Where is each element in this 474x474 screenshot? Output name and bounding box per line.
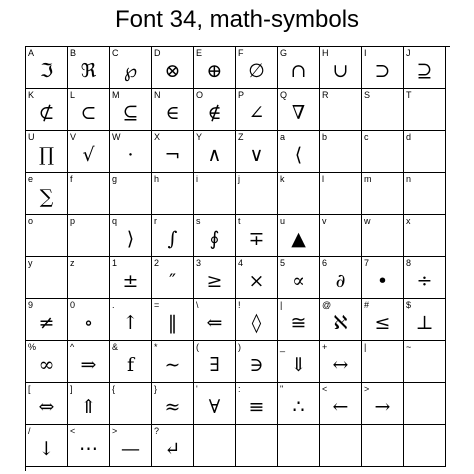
key-label: ~ (406, 342, 412, 352)
key-label: v (322, 216, 327, 226)
key-label: 3 (196, 258, 202, 268)
math-symbol-glyph: ⇐ (206, 312, 223, 334)
math-symbol-glyph: ∑ (39, 186, 54, 208)
glyph-cell (320, 173, 362, 215)
glyph-cell (110, 299, 152, 341)
key-label: P (238, 90, 245, 100)
math-symbol-glyph: ∩ (290, 60, 307, 82)
glyph-cell (362, 173, 404, 215)
math-symbol-glyph: × (248, 270, 265, 292)
key-label: 9 (28, 300, 34, 310)
key-label: u (280, 216, 286, 226)
glyph-cell (152, 257, 194, 299)
math-symbol-glyph: ⊆ (122, 102, 139, 124)
key-label: a (280, 132, 286, 142)
math-symbol-glyph: ⊃ (374, 60, 391, 82)
key-label: [ (28, 384, 31, 394)
key-label: Z (238, 132, 244, 142)
key-label: . (112, 300, 115, 310)
glyph-cell (68, 425, 110, 467)
glyph-cell (110, 425, 152, 467)
key-label: d (406, 132, 412, 142)
key-label: : (238, 384, 241, 394)
math-symbol-glyph: ∉ (207, 102, 222, 124)
glyph-cell (278, 215, 320, 257)
math-symbol-glyph: ∠ (248, 102, 265, 124)
key-label: < (322, 384, 328, 394)
glyph-cell (320, 257, 362, 299)
key-label: H (322, 48, 329, 58)
math-symbol-glyph: ∘ (83, 312, 94, 334)
glyph-cell (110, 341, 152, 383)
glyph-cell (110, 131, 152, 173)
key-label: M (112, 90, 120, 100)
key-label: r (154, 216, 157, 226)
glyph-cell (236, 47, 278, 89)
key-label: D (154, 48, 161, 58)
glyph-cell (152, 131, 194, 173)
glyph-cell (278, 383, 320, 425)
glyph-cell (194, 215, 236, 257)
key-label: z (70, 258, 75, 268)
key-label: ? (154, 426, 160, 436)
glyph-cell (404, 299, 446, 341)
glyph-cell (236, 173, 278, 215)
math-symbol-glyph: ∂ (335, 270, 346, 292)
glyph-cell (404, 257, 446, 299)
key-label: i (196, 174, 198, 184)
math-symbol-glyph: ↑ (122, 312, 139, 334)
math-symbol-glyph: ∏ (38, 144, 55, 166)
math-symbol-glyph: ∼ (164, 354, 181, 376)
math-symbol-glyph: ⊥ (415, 312, 434, 334)
key-label: B (70, 48, 77, 58)
math-symbol-glyph: ∝ (292, 270, 305, 292)
glyph-cell (110, 215, 152, 257)
key-label: | (364, 342, 367, 352)
math-symbol-glyph: ∧ (207, 144, 222, 166)
math-symbol-glyph: ⇒ (80, 354, 97, 376)
glyph-cell (362, 257, 404, 299)
math-symbol-glyph: ∅ (248, 60, 265, 82)
key-label: 8 (406, 258, 412, 268)
key-label: h (154, 174, 160, 184)
glyph-cell (152, 299, 194, 341)
glyph-cell (404, 173, 446, 215)
key-label: " (280, 384, 284, 394)
glyph-cell (194, 257, 236, 299)
glyph-cell (194, 425, 236, 467)
glyph-cell (236, 215, 278, 257)
math-symbol-glyph: ∴ (292, 396, 305, 418)
key-label: } (154, 384, 158, 394)
key-label: % (28, 342, 37, 352)
key-label: o (28, 216, 34, 226)
math-symbol-glyph: ⋅ (127, 144, 134, 166)
math-symbol-glyph: ± (122, 270, 139, 292)
key-label: w (364, 216, 371, 226)
math-symbol-glyph: ↔ (332, 354, 349, 376)
glyph-cell (278, 131, 320, 173)
glyph-cell (236, 341, 278, 383)
key-label: V (70, 132, 77, 142)
glyph-cell (362, 425, 404, 467)
math-symbol-glyph: ⊄ (38, 102, 55, 124)
key-label: { (112, 384, 116, 394)
glyph-cell (152, 215, 194, 257)
key-label: n (406, 174, 412, 184)
key-label: 5 (280, 258, 286, 268)
key-label: J (406, 48, 411, 58)
glyph-cell (68, 299, 110, 341)
key-label: X (154, 132, 161, 142)
glyph-cell (236, 131, 278, 173)
symbol-grid (25, 46, 450, 471)
math-symbol-glyph: f (126, 354, 135, 376)
glyph-cell (68, 215, 110, 257)
glyph-cell (278, 257, 320, 299)
math-symbol-glyph: → (374, 396, 391, 418)
glyph-cell (320, 89, 362, 131)
glyph-cell (320, 47, 362, 89)
glyph-cell (320, 215, 362, 257)
math-symbol-glyph: ℘ (123, 60, 138, 82)
glyph-cell (404, 383, 446, 425)
math-symbol-glyph: ⟨ (294, 144, 303, 166)
key-label: k (280, 174, 285, 184)
math-symbol-glyph: ∋ (249, 354, 264, 376)
glyph-cell (404, 131, 446, 173)
glyph-cell (236, 425, 278, 467)
math-symbol-glyph: ← (332, 396, 349, 418)
key-label: ( (196, 342, 199, 352)
glyph-cell (26, 299, 68, 341)
key-label: ' (196, 384, 198, 394)
glyph-cell (68, 131, 110, 173)
key-label: p (70, 216, 76, 226)
key-label: Y (196, 132, 203, 142)
key-label: + (322, 342, 328, 352)
math-symbol-glyph: ∞ (38, 354, 55, 376)
key-label: b (322, 132, 328, 142)
key-label: c (364, 132, 369, 142)
key-label: y (28, 258, 33, 268)
glyph-cell (152, 383, 194, 425)
glyph-cell (362, 215, 404, 257)
glyph-cell (404, 47, 446, 89)
key-label: F (238, 48, 244, 58)
glyph-cell (278, 341, 320, 383)
glyph-cell (362, 341, 404, 383)
key-label: S (364, 90, 371, 100)
math-symbol-glyph: ⊕ (206, 60, 223, 82)
key-label: _ (280, 342, 286, 352)
math-symbol-glyph: ≤ (374, 312, 391, 334)
math-symbol-glyph: ℜ (80, 60, 97, 82)
key-label: O (196, 90, 204, 100)
glyph-cell (278, 47, 320, 89)
key-label: C (112, 48, 119, 58)
math-symbol-glyph: ÷ (416, 270, 433, 292)
key-label: Q (280, 90, 288, 100)
math-symbol-glyph: ⟩ (126, 228, 135, 250)
key-label: / (28, 426, 31, 436)
glyph-cell (152, 173, 194, 215)
glyph-cell (68, 47, 110, 89)
key-label: & (112, 342, 119, 352)
key-label: N (154, 90, 161, 100)
glyph-cell (194, 299, 236, 341)
key-label: ! (238, 300, 241, 310)
key-label: U (28, 132, 35, 142)
glyph-cell (194, 47, 236, 89)
glyph-cell (110, 173, 152, 215)
math-symbol-glyph: ⋯ (79, 438, 98, 460)
math-symbol-glyph: ↓ (38, 438, 55, 460)
math-symbol-glyph: ▲ (291, 228, 306, 250)
key-label: e (28, 174, 34, 184)
key-label: 0 (70, 300, 76, 310)
glyph-cell (320, 425, 362, 467)
math-symbol-glyph: ⊂ (80, 102, 97, 124)
glyph-cell (194, 131, 236, 173)
glyph-cell (320, 131, 362, 173)
math-symbol-glyph: ∃ (209, 354, 220, 376)
math-symbol-glyph: ⊇ (416, 60, 433, 82)
key-label: g (112, 174, 118, 184)
glyph-cell (236, 257, 278, 299)
key-label: ) (238, 342, 241, 352)
glyph-cell (110, 47, 152, 89)
glyph-cell (404, 341, 446, 383)
key-label: 1 (112, 258, 118, 268)
math-symbol-glyph: ℑ (39, 60, 54, 82)
glyph-cell (194, 383, 236, 425)
glyph-cell (362, 299, 404, 341)
glyph-cell (152, 425, 194, 467)
glyph-cell (320, 383, 362, 425)
glyph-cell (68, 383, 110, 425)
key-label: I (364, 48, 367, 58)
key-label: = (154, 300, 160, 310)
glyph-cell (194, 341, 236, 383)
glyph-cell (320, 299, 362, 341)
math-symbol-glyph: ≈ (164, 396, 181, 418)
glyph-cell (404, 215, 446, 257)
math-symbol-glyph: ≠ (38, 312, 55, 334)
key-label: T (406, 90, 412, 100)
math-symbol-glyph: ⇓ (290, 354, 307, 376)
math-symbol-glyph: ∈ (165, 102, 180, 124)
glyph-cell (152, 47, 194, 89)
glyph-cell (26, 89, 68, 131)
key-label: f (70, 174, 73, 184)
math-symbol-glyph: ‖ (167, 312, 178, 334)
key-label: ] (70, 384, 73, 394)
glyph-cell (26, 425, 68, 467)
glyph-cell (26, 173, 68, 215)
key-label: @ (322, 300, 332, 310)
glyph-cell (26, 257, 68, 299)
key-label: t (238, 216, 241, 226)
math-symbol-glyph: ◊ (251, 312, 262, 334)
key-label: < (70, 426, 76, 436)
glyph-cell (194, 173, 236, 215)
key-label: R (322, 90, 329, 100)
math-symbol-glyph: ∫ (167, 228, 178, 250)
key-label: | (280, 300, 283, 310)
glyph-cell (236, 89, 278, 131)
math-symbol-glyph: ∀ (208, 396, 221, 418)
key-label: A (28, 48, 35, 58)
math-symbol-glyph: ∓ (248, 228, 265, 250)
key-label: ^ (70, 342, 75, 352)
glyph-cell (362, 131, 404, 173)
glyph-cell (362, 47, 404, 89)
glyph-cell (320, 341, 362, 383)
glyph-cell (26, 215, 68, 257)
glyph-cell (236, 299, 278, 341)
glyph-cell (68, 89, 110, 131)
key-label: > (112, 426, 118, 436)
glyph-cell (404, 89, 446, 131)
math-symbol-glyph: ∇ (291, 102, 306, 124)
math-symbol-glyph: ∨ (249, 144, 264, 166)
key-label: 6 (322, 258, 328, 268)
glyph-cell (236, 383, 278, 425)
key-label: K (28, 90, 35, 100)
math-symbol-glyph: ∮ (209, 228, 220, 250)
key-label: 7 (364, 258, 370, 268)
key-label: 2 (154, 258, 160, 268)
math-symbol-glyph: • (376, 270, 389, 292)
math-symbol-glyph: ″ (168, 270, 177, 292)
math-symbol-glyph: ¬ (164, 144, 181, 166)
math-symbol-glyph: ℵ (333, 312, 348, 334)
glyph-cell (404, 425, 446, 467)
glyph-cell (26, 341, 68, 383)
math-symbol-glyph: ⇑ (80, 396, 97, 418)
glyph-cell (194, 89, 236, 131)
key-label: \ (196, 300, 199, 310)
glyph-cell (26, 131, 68, 173)
glyph-cell (26, 47, 68, 89)
glyph-cell (26, 383, 68, 425)
math-symbol-glyph: — (121, 438, 140, 460)
glyph-cell (152, 89, 194, 131)
key-label: * (154, 342, 158, 352)
key-label: 4 (238, 258, 244, 268)
key-label: W (112, 132, 121, 142)
key-label: G (280, 48, 288, 58)
key-label: j (238, 174, 240, 184)
key-label: L (70, 90, 76, 100)
key-label: l (322, 174, 324, 184)
math-symbol-glyph: ↵ (164, 438, 181, 460)
glyph-cell (68, 173, 110, 215)
key-label: > (364, 384, 370, 394)
glyph-cell (278, 425, 320, 467)
glyph-cell (110, 257, 152, 299)
page-title: Font 34, math-symbols (114, 6, 360, 33)
glyph-cell (110, 89, 152, 131)
glyph-cell (68, 341, 110, 383)
key-label: E (196, 48, 203, 58)
key-label: s (196, 216, 201, 226)
math-symbol-glyph: ≡ (248, 396, 265, 418)
glyph-cell (362, 383, 404, 425)
key-label: q (112, 216, 118, 226)
glyph-cell (362, 89, 404, 131)
key-label: $ (406, 300, 412, 310)
math-symbol-glyph: ≅ (290, 312, 307, 334)
key-label: x (406, 216, 411, 226)
math-symbol-glyph: ≥ (206, 270, 223, 292)
glyph-cell (110, 383, 152, 425)
math-symbol-glyph: ⊗ (164, 60, 181, 82)
glyph-cell (278, 89, 320, 131)
glyph-cell (278, 173, 320, 215)
glyph-cell (68, 257, 110, 299)
key-label: m (364, 174, 372, 184)
key-label: # (364, 300, 370, 310)
math-symbol-glyph: ∪ (332, 60, 349, 82)
glyph-cell (152, 341, 194, 383)
math-symbol-glyph: ⇔ (38, 396, 55, 418)
glyph-cell (278, 299, 320, 341)
math-symbol-glyph: √ (82, 144, 95, 166)
